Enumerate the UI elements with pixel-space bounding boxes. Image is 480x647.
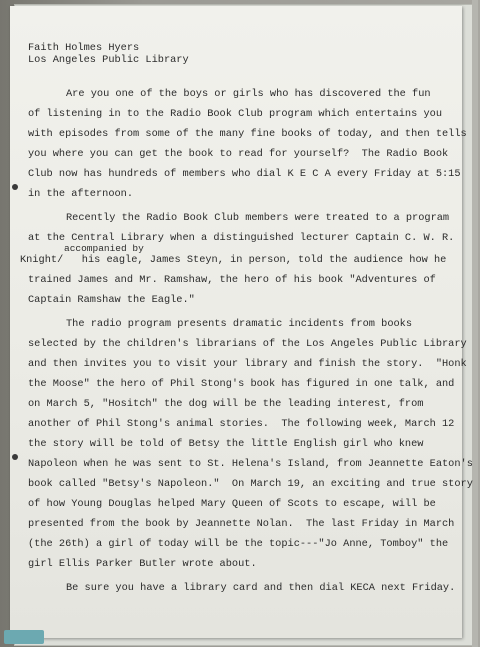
text-line: of listening in to the Radio Book Club program which entertains you: [28, 108, 443, 120]
text-line: the story will be told of Betsy the little English girl who knew: [28, 438, 424, 450]
typed-page: [10, 6, 473, 638]
punch-hole: [12, 454, 18, 460]
author-name: Faith Holmes Hyers: [28, 42, 140, 54]
binder-tab: [4, 630, 44, 644]
text-line: presented from the book by Jeannette Nolan. The last Friday in March: [28, 518, 455, 530]
handwritten-insertion: accompanied by: [64, 243, 144, 254]
text-line: (the 26th) a girl of today will be the topic---"Jo Anne, Tomboy" the: [28, 538, 449, 550]
text-line: you where you can get the book to read for yourself? The Radio Book: [28, 148, 449, 160]
text-line: girl Ellis Parker Butler wrote about.: [28, 558, 257, 570]
text-line: Club now has hundreds of members who dial K E C A every Friday at 5:15: [28, 168, 461, 180]
text-line: at the Central Library when a distinguished lecturer Captain C. W. R.: [28, 232, 455, 244]
library-name: Los Angeles Public Library: [28, 54, 189, 66]
edge-strip: [472, 0, 478, 647]
text-line: Recently the Radio Book Club members were treated to a program: [66, 212, 450, 224]
punch-hole: [12, 184, 18, 190]
text-line: Captain Ramshaw the Eagle.": [28, 294, 195, 306]
text-line: Knight/ his eagle, James Steyn, in person, told the audience how he: [20, 254, 447, 266]
text-line: Be sure you have a library card and then dial KECA next Friday.: [66, 582, 456, 594]
text-line: in the afternoon.: [28, 188, 134, 200]
text-line: the Moose" the hero of Phil Stong's book has figured in one talk, and: [28, 378, 455, 390]
text-line: book called "Betsy's Napoleon." On March 19, an exciting and true story: [28, 478, 473, 490]
text-line: selected by the children's librarians of the Los Angeles Public Library: [28, 338, 467, 350]
text-line: another of Phil Stong's animal stories. The following week, March 12: [28, 418, 455, 430]
text-line: Are you one of the boys or girls who has discovered the fun: [66, 88, 431, 100]
text-line: and then invites you to visit your library and finish the story. "Honk: [28, 358, 467, 370]
text-line: with episodes from some of the many fine books of today, and then tells: [28, 128, 467, 140]
text-line: on March 5, "Hositch" the dog will be the leading interest, from: [28, 398, 424, 410]
text-line: Napoleon when he was sent to St. Helena's Island, from Jeannette Eaton's: [28, 458, 473, 470]
text-line: of how Young Douglas helped Mary Queen of Scots to escape, will be: [28, 498, 436, 510]
text-line: The radio program presents dramatic incidents from books: [66, 318, 413, 330]
letterhead: [28, 42, 189, 66]
text-line: trained James and Mr. Ramshaw, the hero of his book "Adventures of: [28, 274, 436, 286]
